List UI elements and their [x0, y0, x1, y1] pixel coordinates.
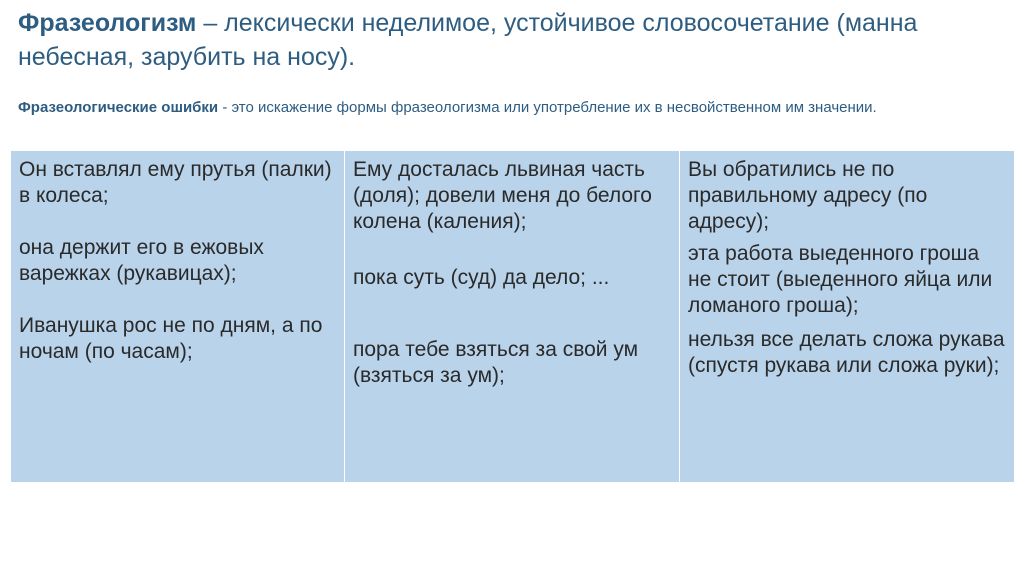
examples-column-2 [345, 151, 680, 483]
definition-paragraph [18, 6, 1008, 74]
example-phrase: Вы обратились не по правильному адресу (по адресу); [688, 158, 928, 233]
errors-text: - это искажение формы фразеологизма или употребление их в несвойственном им значении. [218, 99, 877, 116]
example-phrase: пора тебе взяться за свой ум (взяться за ум); [353, 338, 639, 387]
definition-term: Фразеологизм [18, 9, 197, 37]
errors-definition-paragraph [18, 97, 1008, 118]
example-phrase: она держит его в ежовых варежках (рукавицах); [19, 236, 264, 285]
example-phrase: нельзя все делать сложа рукава (спустя рукава или сложа руки); [688, 328, 1005, 377]
example-phrase: Он вставлял ему прутья (палки) в колеса; [19, 158, 332, 207]
examples-column-1 [11, 151, 345, 483]
definition-text: – лексически неделимое, устойчивое словосочетание (манна небесная, зарубить на носу). [18, 9, 918, 71]
example-phrase: пока суть (суд) да дело; ... [353, 266, 610, 289]
example-phrase: Иванушка рос не по дням, а по ночам (по часам); [19, 314, 323, 363]
errors-term: Фразеологические ошибки [18, 99, 219, 116]
example-phrase: Ему досталась львиная часть (доля); довели меня до белого колена (каления); [353, 158, 652, 233]
table-row [11, 151, 1015, 483]
examples-column-3 [680, 151, 1015, 483]
example-phrase: эта работа выеденного гроша не стоит (выеденного яйца или ломаного гроша); [688, 242, 993, 317]
examples-table [10, 150, 1015, 483]
